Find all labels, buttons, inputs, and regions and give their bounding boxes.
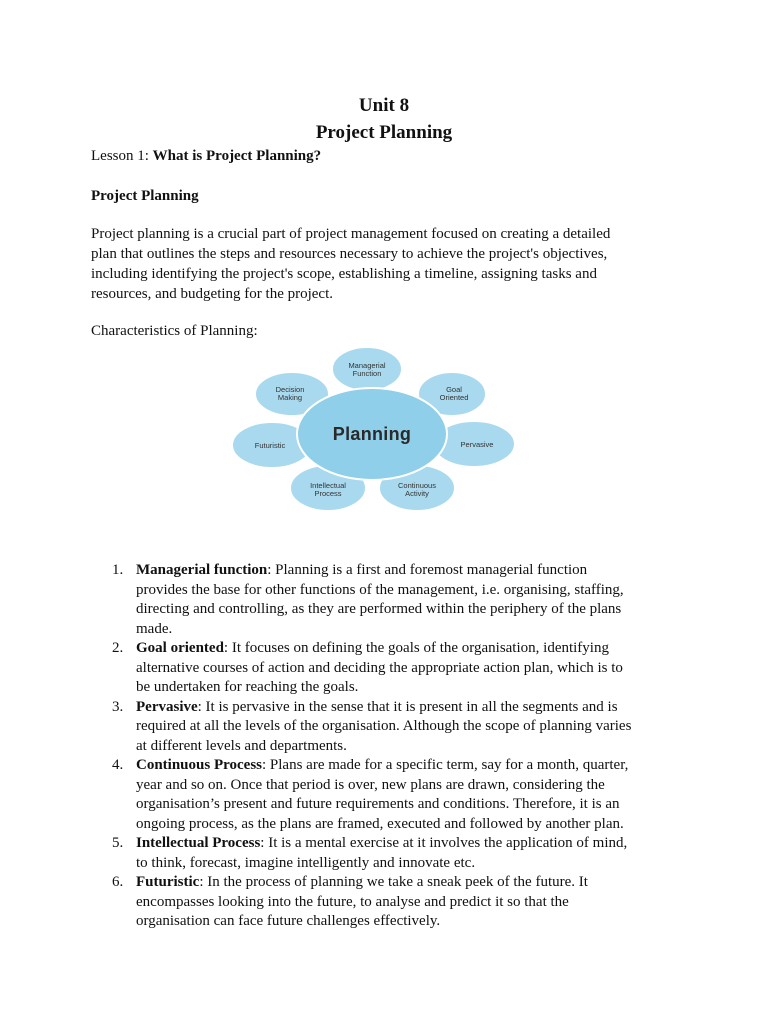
list-number: 2. [112,640,124,656]
list-item-line [136,873,682,893]
list-item [112,639,682,698]
list-item [112,873,682,932]
list-item-line: alternative courses of action and deciding the appropriate action plan, which is to [136,659,623,676]
node-label: Function [352,369,382,378]
page-title: Project Planning [315,122,453,143]
unit-title: Unit 8 [358,95,410,116]
list-term: Futuristic [136,874,200,890]
list-item-line: made. [136,620,173,637]
list-item-line [136,639,682,659]
characteristics-list [112,561,682,932]
list-item-line: to think, forecast, imagine intelligently and innovate etc. [136,854,476,871]
list-item-line [136,698,682,718]
list-term: Intellectual Process [136,835,261,851]
characteristics-heading: Characteristics of Planning: [91,323,258,339]
node-label: Process [314,489,342,498]
node-label: Goal [446,385,462,394]
lesson-line [91,147,321,166]
list-item-line [136,561,682,581]
list-item [112,698,682,757]
node-label: Pervasive [460,440,494,449]
list-number: 5. [112,835,124,851]
lesson-title: What is Project Planning? [152,148,322,164]
node-label: Activity [405,489,429,498]
list-term: Pervasive [136,698,198,715]
node-label: Making [277,393,303,402]
list-number: 4. [112,757,124,773]
node-label: Decision [275,385,305,394]
list-item-line [136,834,682,854]
list-text: : It is a mental exercise at it involves the application of mind, [260,835,628,851]
node-label: Managerial [348,361,386,370]
node-label: Oriented [439,393,469,402]
list-text: : Planning is a first and foremost managerial function [267,562,588,578]
node-label: Intellectual [310,481,346,490]
section-heading: Project Planning [91,188,199,204]
list-item-line: ongoing process, as the plans are framed, executed and followed by another plan. [136,815,624,832]
planning-diagram [230,344,520,516]
list-item [112,756,682,834]
intro-paragraph [91,224,681,304]
intro-line: including identifying the project's scope, establishing a timeline, assigning tasks and [91,266,597,282]
list-item-line [136,756,682,776]
planning-diagram-svg [230,344,520,516]
lesson-prefix: Lesson 1: [91,148,153,164]
node-label: Continuous [398,481,436,490]
list-number: 1. [112,562,124,578]
list-item-line: organisation can face future challenges effectively. [136,913,441,929]
list-item-line: provides the base for other functions of the management, i.e. organising, staffing, [136,581,624,598]
list-term: Continuous Process [136,757,262,773]
list-item-line: at different levels and departments. [136,737,347,754]
list-text: : It is pervasive in the sense that it is present in all the segments and is [197,698,618,715]
list-text: : In the process of planning we take a sneak peek of the future. It [199,874,588,890]
list-item-line: year and so on. Once that period is over, new plans are drawn, considering the [136,776,605,793]
list-item-line: organisation’s present and future requirements and conditions. Therefore, it is an [136,796,620,812]
list-item-line: encompasses looking into the future, to analyse and predict it so that the [136,893,569,910]
list-term: Managerial function [136,562,268,578]
intro-line: resources, and budgeting for the project. [91,286,333,302]
list-term: Goal oriented [136,640,224,656]
center-label: Planning [332,424,412,444]
list-item-line: required at all the levels of the organisation. Although the scope of planning varies [136,718,632,734]
list-item [112,561,682,639]
intro-line: plan that outlines the steps and resources necessary to achieve the project's objectives, [91,246,608,262]
list-text: : It focuses on defining the goals of the organisation, identifying [223,640,609,656]
node-label: Futuristic [254,441,286,450]
list-text: : Plans are made for a specific term, say for a month, quarter, [262,757,629,773]
list-item-line: be undertaken for reaching the goals. [136,679,359,695]
list-number: 6. [112,874,124,890]
list-item-line: directing and controlling, as they are performed within the periphery of the plans [136,601,622,617]
list-number: 3. [112,698,124,715]
list-item [112,834,682,873]
intro-line: Project planning is a crucial part of project management focused on creating a detailed [91,226,611,242]
